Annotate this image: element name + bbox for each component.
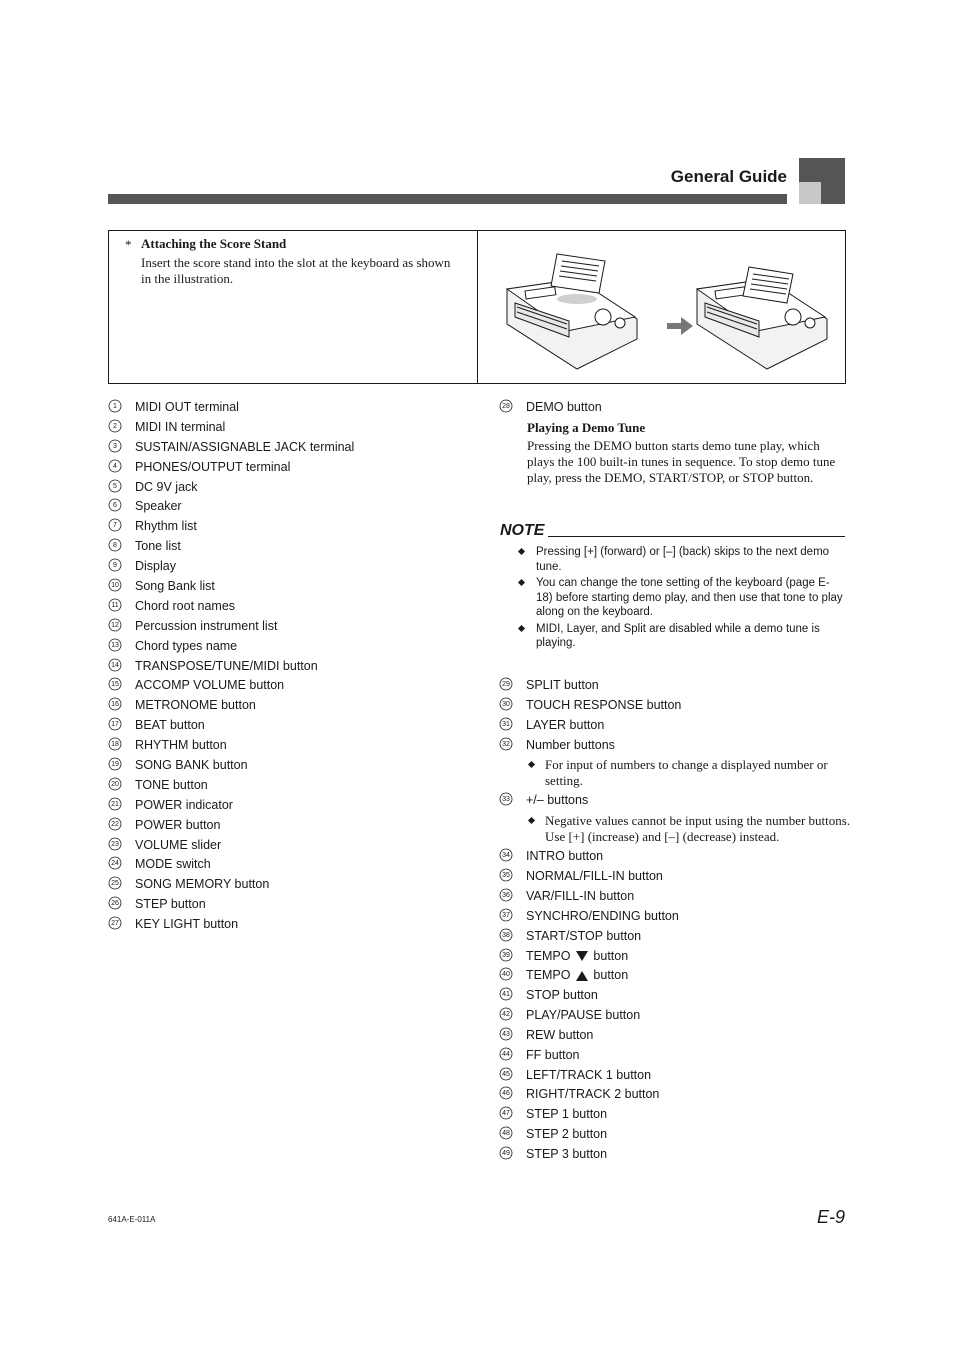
list-item <box>499 947 845 967</box>
circled-number <box>499 868 513 882</box>
circled-number <box>499 987 513 1001</box>
list-item <box>108 676 468 696</box>
list-item-label: VOLUME slider <box>135 837 222 852</box>
list-item-label: SONG MEMORY button <box>135 877 270 892</box>
number-buttons-note: For input of numbers to change a displayed number or setting. <box>527 757 863 789</box>
circled-number <box>499 792 513 806</box>
list-item <box>499 1066 845 1086</box>
list-item-label: RHYTHM button <box>135 738 227 753</box>
svg-text:7: 7 <box>113 522 117 530</box>
circled-number <box>108 419 122 433</box>
list-item-label: SUSTAIN/ASSIGNABLE JACK terminal <box>135 439 355 454</box>
list-item-label: Tone list <box>135 539 181 554</box>
list-item <box>108 657 468 677</box>
circled-number <box>499 717 513 731</box>
parts-list-right-c <box>499 986 845 1165</box>
list-item <box>499 1085 845 1105</box>
svg-text:37: 37 <box>502 911 510 919</box>
list-item-label: MIDI IN terminal <box>135 419 226 434</box>
list-item-label: TEMPO button <box>526 968 629 983</box>
list-item-label: Song Bank list <box>135 579 215 594</box>
parts-list-right-a <box>499 676 845 756</box>
list-item-label: TOUCH RESPONSE button <box>526 697 682 712</box>
circled-number <box>108 856 122 870</box>
circled-number <box>108 677 122 691</box>
score-stand-text: Insert the score stand into the slot at the keyboard as shown in the illustration. <box>141 255 451 286</box>
svg-text:10: 10 <box>111 582 119 590</box>
circled-number <box>108 817 122 831</box>
diamond-bullet-icon <box>518 548 525 555</box>
svg-text:8: 8 <box>113 542 117 550</box>
score-stand-illustration <box>487 239 837 375</box>
note-item: You can change the tone setting of the keyboard (page E-18) before starting demo play, and then use that tone to play along on the keyboard. <box>518 576 845 620</box>
list-item <box>499 907 845 927</box>
circled-number <box>499 1086 513 1100</box>
circled-number <box>499 908 513 922</box>
svg-text:28: 28 <box>502 403 510 410</box>
plus-minus-note: Negative values cannot be input using the number buttons. Use [+] (increase) and [–] (decrease) instead. <box>527 813 863 845</box>
list-item <box>108 816 468 836</box>
circled-number <box>499 1027 513 1041</box>
list-item-label: SPLIT button <box>526 678 599 692</box>
svg-text:19: 19 <box>111 761 119 769</box>
list-item <box>108 895 468 915</box>
circled-number <box>499 737 513 751</box>
circled-number <box>108 757 122 771</box>
list-item <box>499 927 845 947</box>
svg-text:44: 44 <box>502 1050 510 1058</box>
note-item: Pressing [+] (forward) or [–] (back) skips to the next demo tune. <box>518 545 845 574</box>
svg-text:21: 21 <box>111 800 119 808</box>
circled-number <box>499 888 513 902</box>
list-item-label: SONG BANK button <box>135 758 248 773</box>
list-item <box>108 855 468 875</box>
parts-list-right-b <box>499 847 845 946</box>
svg-text:16: 16 <box>111 701 119 709</box>
note-item: MIDI, Layer, and Split are disabled while a demo tune is playing. <box>518 622 845 651</box>
demo-heading: Playing a Demo Tune <box>527 420 646 435</box>
note-rule <box>548 536 845 537</box>
circled-number <box>108 797 122 811</box>
svg-text:35: 35 <box>502 871 510 879</box>
list-item <box>499 696 845 716</box>
list-item <box>499 398 845 418</box>
score-stand-panel <box>108 230 846 384</box>
svg-text:1: 1 <box>113 403 117 410</box>
svg-text:46: 46 <box>502 1090 510 1098</box>
list-item-label: PHONES/OUTPUT terminal <box>135 459 291 474</box>
svg-text:25: 25 <box>111 880 119 888</box>
note-title: NOTE <box>500 522 545 539</box>
list-item-label: LEFT/TRACK 1 button <box>526 1067 652 1082</box>
svg-text:5: 5 <box>113 482 117 490</box>
svg-text:29: 29 <box>502 681 510 688</box>
diamond-bullet-icon <box>528 817 535 824</box>
svg-text:26: 26 <box>111 900 119 908</box>
list-item <box>108 438 468 458</box>
arrow-right-icon <box>667 317 693 335</box>
svg-text:27: 27 <box>111 920 119 928</box>
list-item <box>108 696 468 716</box>
parts-list-tempo <box>499 947 845 987</box>
circled-number <box>108 876 122 890</box>
parts-list-plus-minus <box>499 791 845 811</box>
demo-text: Pressing the DEMO button starts demo tune play, which plays the 100 built-in tunes in sequence. To stop demo tune play, press the DEMO, START/STOP, or STOP button. <box>527 438 836 485</box>
circled-number <box>108 538 122 552</box>
list-item <box>499 887 845 907</box>
svg-text:47: 47 <box>502 1110 510 1118</box>
svg-text:18: 18 <box>111 741 119 749</box>
parts-list-demo <box>499 398 845 418</box>
list-item <box>108 398 468 418</box>
circled-number <box>499 967 513 981</box>
svg-text:41: 41 <box>502 991 510 998</box>
svg-text:38: 38 <box>502 931 510 939</box>
circled-number <box>499 1146 513 1160</box>
list-item <box>108 577 468 597</box>
list-item-label: KEY LIGHT button <box>135 917 239 932</box>
list-item <box>108 418 468 438</box>
svg-text:15: 15 <box>111 681 119 689</box>
circled-number <box>108 717 122 731</box>
list-item-label: STEP 2 button <box>526 1127 608 1142</box>
list-item-label: TRANSPOSE/TUNE/MIDI button <box>135 658 318 673</box>
list-item <box>499 791 845 811</box>
svg-text:12: 12 <box>111 621 119 629</box>
list-item <box>499 1006 845 1026</box>
list-item <box>499 847 845 867</box>
circled-number <box>108 578 122 592</box>
list-item <box>499 986 845 1006</box>
circled-number <box>499 1047 513 1061</box>
page-number: E-9 <box>816 1207 845 1227</box>
circled-number <box>108 896 122 910</box>
circled-number <box>108 498 122 512</box>
triangle-up-icon <box>576 971 588 981</box>
circled-number <box>499 399 513 413</box>
circled-number <box>108 479 122 493</box>
svg-text:13: 13 <box>111 641 119 649</box>
list-item <box>108 796 468 816</box>
circled-number <box>108 618 122 632</box>
circled-number <box>499 1126 513 1140</box>
list-item <box>108 716 468 736</box>
svg-text:42: 42 <box>502 1010 510 1018</box>
svg-text:11: 11 <box>111 601 119 609</box>
diamond-bullet-icon <box>518 624 525 631</box>
list-item-label: FF button <box>526 1047 580 1062</box>
svg-text:2: 2 <box>113 422 117 430</box>
circled-number <box>499 1007 513 1021</box>
svg-text:43: 43 <box>502 1030 510 1038</box>
svg-text:9: 9 <box>113 562 117 570</box>
circled-number <box>108 916 122 930</box>
list-item-label: INTRO button <box>526 849 604 863</box>
svg-text:24: 24 <box>111 860 119 868</box>
circled-number <box>108 598 122 612</box>
svg-text:20: 20 <box>111 780 119 788</box>
list-item-label: DC 9V jack <box>135 479 198 494</box>
list-item-label: NORMAL/FILL-IN button <box>526 868 663 883</box>
list-item <box>499 716 845 736</box>
svg-text:48: 48 <box>502 1130 510 1138</box>
circled-number <box>108 837 122 851</box>
list-item-label: STOP button <box>526 988 598 1002</box>
circled-number <box>499 1106 513 1120</box>
keyboard-after-illustration <box>697 267 827 369</box>
circled-number <box>108 638 122 652</box>
list-item <box>499 1145 845 1165</box>
list-item-label: +/– buttons <box>526 793 589 807</box>
list-item-label: Speaker <box>135 499 182 514</box>
keyboard-before-illustration <box>507 254 637 369</box>
svg-text:23: 23 <box>111 840 119 848</box>
list-item-label: BEAT button <box>135 718 205 733</box>
list-item <box>108 736 468 756</box>
circled-number <box>108 399 122 413</box>
list-item <box>108 497 468 517</box>
diamond-bullet-icon <box>528 761 535 768</box>
svg-text:22: 22 <box>111 820 119 828</box>
svg-text:49: 49 <box>502 1150 510 1158</box>
list-item-label: SYNCHRO/ENDING button <box>526 908 679 923</box>
svg-text:4: 4 <box>113 462 117 470</box>
circled-number <box>108 737 122 751</box>
score-stand-title: Attaching the Score Stand <box>141 236 287 251</box>
list-item-label: RIGHT/TRACK 2 button <box>526 1087 660 1102</box>
list-item-label: STEP 1 button <box>526 1107 608 1122</box>
circled-number <box>108 658 122 672</box>
list-item-label: MODE switch <box>135 857 211 872</box>
svg-text:30: 30 <box>502 700 510 708</box>
list-item-label: MIDI OUT terminal <box>135 400 239 414</box>
panel-divider <box>477 231 478 383</box>
list-item <box>499 1105 845 1125</box>
circled-number <box>499 677 513 691</box>
circled-number <box>499 848 513 862</box>
circled-number <box>499 1067 513 1081</box>
list-item-label: START/STOP button <box>526 928 642 943</box>
list-item-label: STEP button <box>135 897 206 912</box>
list-item <box>108 478 468 498</box>
list-item <box>499 867 845 887</box>
diamond-bullet-icon <box>518 579 525 586</box>
note-list <box>518 545 845 653</box>
list-item-label: Chord root names <box>135 598 236 613</box>
svg-text:39: 39 <box>502 951 510 959</box>
asterisk-bullet: * <box>125 237 132 252</box>
list-item <box>499 1046 845 1066</box>
circled-number <box>108 558 122 572</box>
circled-number <box>108 518 122 532</box>
list-item <box>108 557 468 577</box>
list-item <box>108 517 468 537</box>
list-item <box>499 1026 845 1046</box>
list-item-label: Number buttons <box>526 737 615 752</box>
parts-list-left <box>108 398 468 935</box>
circled-number <box>499 948 513 962</box>
svg-text:32: 32 <box>502 740 510 748</box>
list-item-label: Percussion instrument list <box>135 618 278 633</box>
list-item-label: Chord types name <box>135 638 238 653</box>
svg-text:45: 45 <box>502 1070 510 1078</box>
svg-text:31: 31 <box>502 720 510 728</box>
list-item-label: Rhythm list <box>135 519 197 534</box>
list-item <box>108 836 468 856</box>
list-item-label: POWER indicator <box>135 797 233 812</box>
header-rule <box>108 194 787 204</box>
svg-text:14: 14 <box>111 661 119 669</box>
list-item-label: STEP 3 button <box>526 1147 608 1162</box>
list-item <box>499 676 845 696</box>
svg-text:36: 36 <box>502 891 510 899</box>
triangle-down-icon <box>576 951 588 961</box>
svg-text:33: 33 <box>502 796 510 803</box>
list-item <box>499 736 845 756</box>
list-item-label: ACCOMP VOLUME button <box>135 678 285 693</box>
svg-text:6: 6 <box>113 502 117 510</box>
list-item-label: Display <box>135 559 176 574</box>
list-item <box>499 966 845 986</box>
circled-number <box>108 439 122 453</box>
circled-number <box>108 697 122 711</box>
document-code: 641A-E-011A <box>108 1215 156 1224</box>
list-item-label: POWER button <box>135 817 221 832</box>
list-item <box>499 1125 845 1145</box>
circled-number <box>108 777 122 791</box>
circled-number <box>108 459 122 473</box>
svg-text:34: 34 <box>502 852 510 859</box>
list-item <box>108 776 468 796</box>
list-item-label: PLAY/PAUSE button <box>526 1007 641 1022</box>
list-item <box>108 537 468 557</box>
list-item <box>108 915 468 935</box>
list-item-label: METRONOME button <box>135 698 256 713</box>
list-item-label: DEMO button <box>526 400 602 414</box>
list-item <box>108 617 468 637</box>
list-item <box>108 458 468 478</box>
circled-number <box>499 697 513 711</box>
list-item <box>108 637 468 657</box>
list-item <box>108 597 468 617</box>
header-tab-decoration <box>799 158 845 204</box>
list-item <box>108 756 468 776</box>
list-item-label: TEMPO button <box>526 948 629 963</box>
page-title: General Guide <box>670 167 787 186</box>
circled-number <box>499 928 513 942</box>
svg-text:40: 40 <box>502 971 510 979</box>
list-item-label: TONE button <box>135 777 208 792</box>
list-item-label: LAYER button <box>526 717 605 732</box>
list-item <box>108 875 468 895</box>
svg-text:17: 17 <box>111 721 119 729</box>
svg-text:3: 3 <box>113 442 117 450</box>
list-item-label: VAR/FILL-IN button <box>526 888 635 903</box>
list-item-label: REW button <box>526 1027 594 1042</box>
